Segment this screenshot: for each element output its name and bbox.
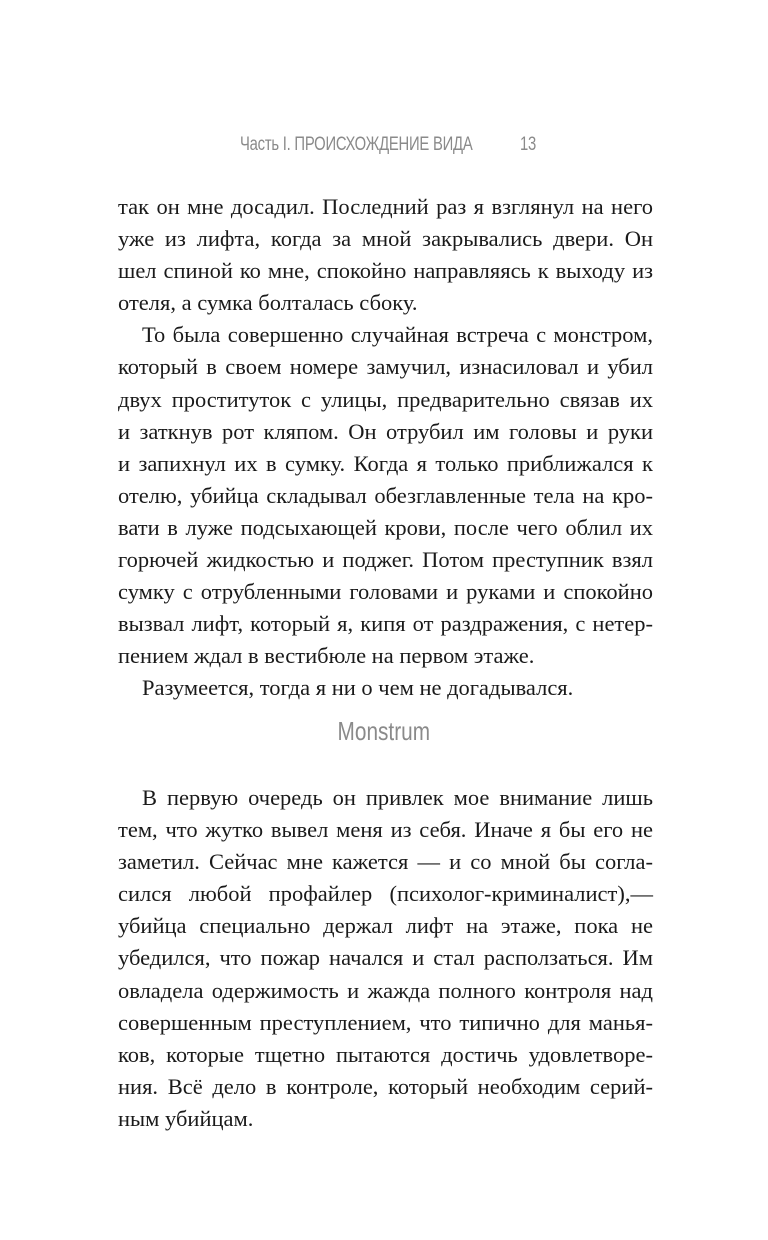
text-line: Разумеется, тогда я ни о чем не догадывался. (142, 675, 574, 701)
text-line: шел спиной ко мне, спокойно направляясь к выходу из (118, 258, 653, 284)
text-line: ния. Всё дело в контроле, который необходим серий- (118, 1073, 653, 1099)
section-title-text: Monstrum (337, 716, 431, 746)
text-line: убийца специально держал лифт на этаже, пока не (118, 913, 653, 939)
running-title: Часть I. ПРОИСХОЖДЕНИЕ ВИДА (240, 134, 473, 155)
text-line: вати в луже подсыхающей крови, после чего облил их (118, 514, 653, 540)
text-line: который в своем номере замучил, изнасиловал и убил (118, 354, 653, 380)
text-line: тем, что жутко вывел меня из себя. Иначе я бы его не (118, 817, 653, 843)
page-number: 13 (520, 134, 537, 155)
text-line: двух проституток с улицы, предварительно связав их (118, 386, 653, 412)
text-block-2 (118, 782, 653, 1135)
text-line: так он мне досадил. Последний раз я взглянул на него (118, 194, 653, 219)
text-line: вызвал лифт, который я, кипя от раздражения, с нетер- (118, 611, 653, 637)
text-line: и заткнув рот кляпом. Он отрубил им головы и руки (118, 418, 653, 444)
text-line: ков, которые тщетно пытаются достичь удовлетворе- (118, 1041, 653, 1067)
text-line: заметил. Сейчас мне кажется — и со мной бы согла- (118, 849, 653, 875)
text-line: отеля, а сумка болталась сбоку. (118, 290, 418, 316)
text-line: и запихнул их в сумку. Когда я только приближался к (118, 450, 653, 476)
text-line: пением ждал в вестибюле на первом этаже. (118, 643, 535, 669)
text-line: То была совершенно случайная встреча с монстром, (142, 322, 653, 348)
section-title (0, 716, 768, 747)
text-line: сился любой профайлер (психолог-криминалист),— (118, 881, 653, 907)
running-head (0, 134, 768, 164)
text-line: В первую очередь он привлек мое внимание лишь (142, 785, 653, 810)
text-line: ным убийцам. (118, 1105, 254, 1131)
text-block-1 (118, 191, 653, 705)
text-line: горючей жидкостью и поджег. Потом преступник взял (118, 547, 653, 573)
text-line: овладела одержимость и жажда полного контроля над (118, 977, 653, 1003)
text-line: сумку с отрубленными головами и руками и спокойно (118, 579, 653, 605)
text-line: уже из лифта, когда за мной закрывались двери. Он (118, 226, 653, 252)
text-line: совершенным преступлением, что типично для манья- (118, 1009, 653, 1035)
text-line: убедился, что пожар начался и стал расползаться. Им (118, 945, 653, 971)
text-line: отелю, убийца складывал обезглавленные тела на кро- (118, 482, 653, 508)
